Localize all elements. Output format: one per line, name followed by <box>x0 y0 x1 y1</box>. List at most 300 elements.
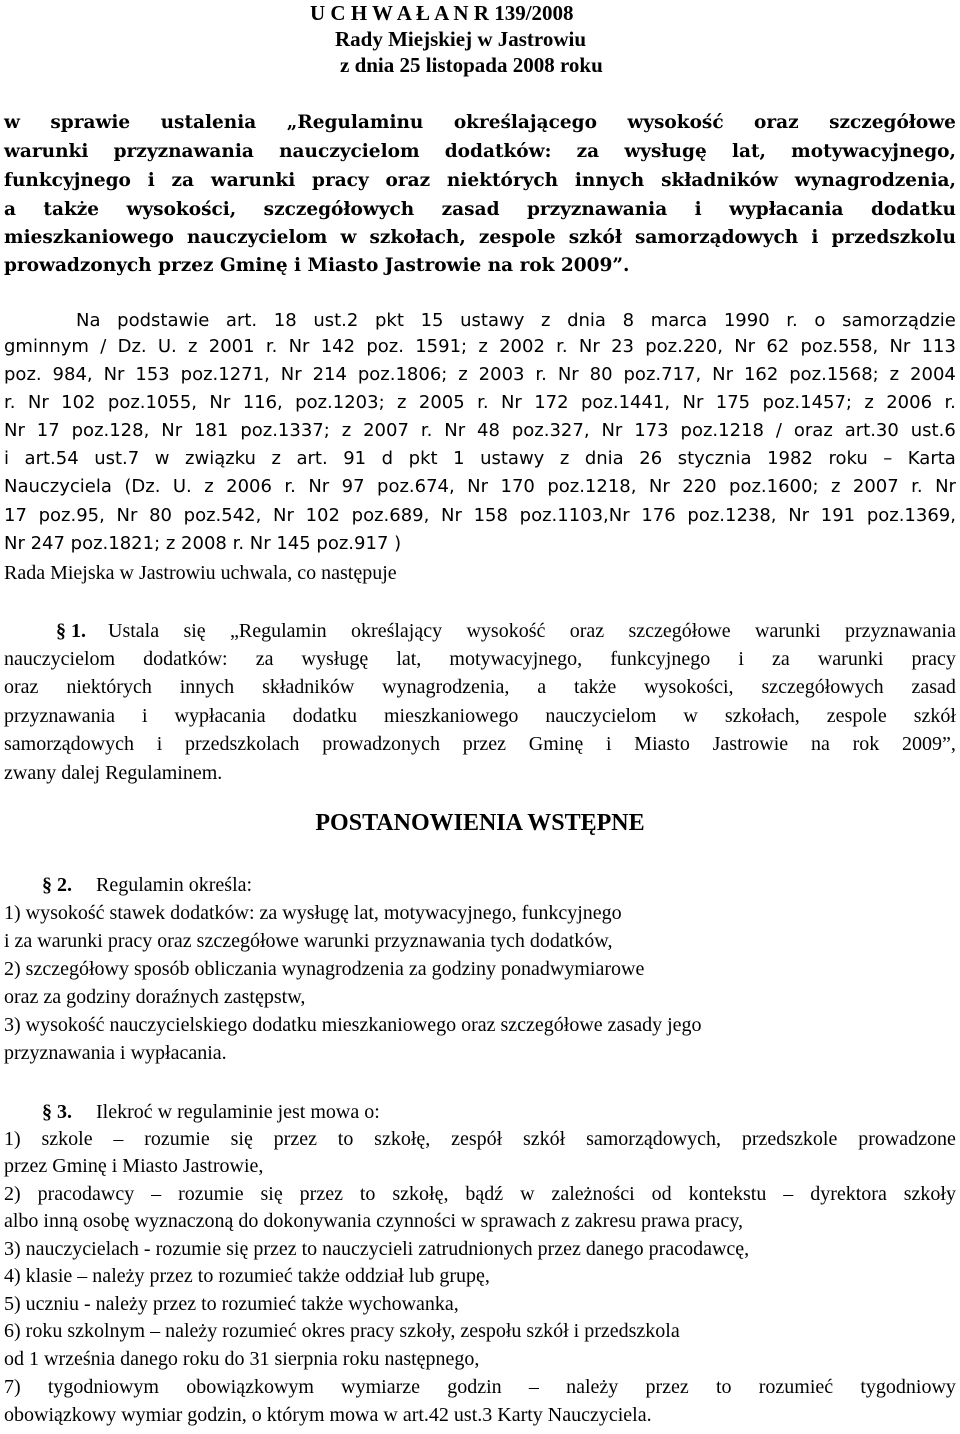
word: składników <box>262 676 355 698</box>
word: 80 <box>589 364 613 385</box>
word: 170 <box>500 476 535 497</box>
subject-line <box>4 139 956 165</box>
word: r. <box>911 476 923 497</box>
word: U. <box>157 336 177 357</box>
paragraph-3-line <box>4 1374 956 1400</box>
word: funkcyjnego <box>610 648 711 670</box>
word: pracy <box>312 170 369 191</box>
word: szczegółowe <box>829 112 956 133</box>
word: / <box>100 336 107 357</box>
word: wysokość <box>627 112 724 133</box>
word: poz.717, <box>623 364 702 385</box>
word: dnia <box>567 310 606 331</box>
word: szczegółowych <box>263 199 415 220</box>
word: pkt <box>375 310 404 331</box>
word: – <box>783 1183 794 1205</box>
word: innych <box>574 170 645 191</box>
subject-line <box>4 197 956 223</box>
word: lat, <box>731 141 766 162</box>
word: pracodawcy <box>37 1183 135 1205</box>
word: 1) <box>4 1128 21 1150</box>
word: rozumie <box>144 1128 210 1150</box>
word: art.30 <box>844 420 899 441</box>
word: Nr <box>103 364 125 385</box>
word: 18 <box>273 310 297 331</box>
word: poz.1457; <box>762 392 852 413</box>
word: i <box>4 448 10 469</box>
word: Nr <box>557 364 579 385</box>
word: poz.1337; <box>240 420 330 441</box>
paragraph-symbol: § 3. <box>42 1101 72 1123</box>
word: r. <box>420 420 433 441</box>
word: Nr <box>734 336 756 357</box>
word: za <box>171 170 195 191</box>
word: nauczycielom <box>279 141 420 162</box>
word: r. <box>944 392 956 413</box>
word: r. <box>265 336 278 357</box>
word: nauczycielom <box>545 705 657 727</box>
word: także <box>43 199 100 220</box>
paragraph-symbol: § 1. <box>56 620 86 642</box>
word: r. <box>786 310 798 331</box>
word: tygodniowym <box>47 1376 159 1398</box>
council-name: Rady Miejskiej w Jastrowiu <box>335 27 587 51</box>
word: określający <box>351 620 443 642</box>
word: za <box>255 648 274 670</box>
word: szkołę, <box>392 1183 449 1205</box>
basis-line <box>4 446 956 472</box>
word: Nr <box>712 364 733 385</box>
word: Gminę <box>528 733 584 755</box>
word: art. <box>296 448 328 469</box>
word: r. <box>477 392 489 413</box>
word: Jastrowie <box>712 733 789 755</box>
word: 17 <box>36 420 60 441</box>
word: poz.1238, <box>687 505 777 526</box>
word: i <box>147 170 155 191</box>
word: Nr <box>788 505 810 526</box>
word: oraz <box>385 170 431 191</box>
word: Na <box>76 310 101 331</box>
word: samorządzie <box>842 310 956 331</box>
section-title: POSTANOWIENIA WSTĘPNE <box>315 810 645 836</box>
word: poz.1369, <box>866 505 956 526</box>
word: Nr <box>601 420 623 441</box>
word: szkole <box>41 1128 93 1150</box>
word: – <box>528 1376 539 1398</box>
word: wysokość <box>466 620 546 642</box>
word: / <box>775 420 782 441</box>
word: to <box>337 1128 354 1150</box>
word: należy <box>566 1376 619 1398</box>
word: Nr <box>209 392 231 413</box>
word: – <box>151 1183 162 1205</box>
paragraph-1-line <box>108 618 956 644</box>
word: 2) <box>4 1183 21 1205</box>
word: Nr <box>578 336 600 357</box>
word: poz.128, <box>71 420 150 441</box>
word: i <box>694 199 702 220</box>
word: i <box>142 705 148 727</box>
word: z <box>889 364 900 385</box>
word: motywacyjnego, <box>449 648 583 670</box>
paragraph-3-line <box>4 1181 956 1207</box>
word: wynagrodzenia, <box>382 676 510 698</box>
word: przez <box>273 1128 317 1150</box>
word: 48 <box>477 420 500 441</box>
word: kontekstu <box>688 1183 767 1205</box>
subject-line <box>4 225 956 251</box>
word: poz.1441, <box>580 392 671 413</box>
word: 97 <box>341 476 365 497</box>
word: r. <box>4 392 16 413</box>
word: poz.1218 <box>680 420 764 441</box>
word: a <box>4 199 16 220</box>
word: warunki <box>817 648 884 670</box>
word: 102 <box>305 505 340 526</box>
word: dodatku <box>870 199 956 220</box>
paragraph-1-line <box>4 674 956 700</box>
word: w <box>520 1183 535 1205</box>
word: 153 <box>135 364 170 385</box>
word: poz.689, <box>351 505 430 526</box>
basis-line <box>76 308 956 334</box>
word: warunki <box>4 141 89 162</box>
word: dodatków: <box>444 141 552 162</box>
word: poz. <box>366 336 404 357</box>
word: szkołach, <box>369 227 466 248</box>
word: z <box>188 336 198 357</box>
word: przyznawania <box>113 141 254 162</box>
paragraph-symbol: § 2. <box>42 874 72 896</box>
word: ustawy <box>460 310 525 331</box>
word: samorządowych, <box>586 1128 722 1150</box>
word: prowadzonych <box>322 733 440 755</box>
paragraph-2-intro: Regulamin określa: <box>96 874 253 896</box>
word: warunki <box>755 620 821 642</box>
word: przedszkolach <box>185 733 300 755</box>
word: 2002 <box>499 336 545 357</box>
paragraph-2-line: 1) wysokość stawek dodatków: za wysługę lat, motywacyjnego, funkcyjnego <box>4 902 622 924</box>
word: ust.6 <box>910 420 956 441</box>
word: r. <box>535 364 547 385</box>
word: poz. <box>4 364 42 385</box>
word: dodatków: <box>143 648 228 670</box>
word: przyznawania <box>4 705 116 727</box>
word: i <box>605 733 612 755</box>
word: Dz. <box>117 336 147 357</box>
word: 7) <box>4 1376 21 1398</box>
word: 2009”, <box>902 733 956 755</box>
word: marca <box>650 310 708 331</box>
word: 175 <box>715 392 751 413</box>
word: Nr <box>889 336 911 357</box>
word: Nr <box>648 476 670 497</box>
word: z <box>204 476 214 497</box>
word: wymiarze <box>341 1376 421 1398</box>
word: Nr <box>682 392 704 413</box>
word: U. <box>172 476 192 497</box>
word: 2001 <box>208 336 255 357</box>
word: oraz <box>4 676 39 698</box>
word: sprawie <box>50 112 131 133</box>
word: poz.1218, <box>547 476 637 497</box>
word: szkołę, <box>374 1128 431 1150</box>
word: na <box>810 733 830 755</box>
paragraph-1-line <box>4 731 956 757</box>
basis-line <box>4 474 956 500</box>
paragraph-2-line: i za warunki pracy oraz szczegółowe warunki przyznawania tych dodatków, <box>4 930 613 952</box>
word: Nr <box>273 505 294 526</box>
word: się <box>183 620 206 642</box>
word: wysokości, <box>126 199 237 220</box>
word: Nr <box>308 476 330 497</box>
word: zespole <box>478 227 556 248</box>
word: 26 <box>639 448 663 469</box>
word: zespole <box>826 705 887 727</box>
word: bądź <box>465 1183 504 1205</box>
word: poz.1568; <box>789 364 879 385</box>
word: samorządowych <box>4 733 134 755</box>
word: szkołach, <box>724 705 800 727</box>
word: niektórych <box>446 170 559 191</box>
word: Nr <box>935 476 956 497</box>
word: Nr <box>161 420 183 441</box>
subject-line: prowadzonych przez Gminę i Miasto Jastrowie na rok 2009”. <box>4 255 630 276</box>
word: poz.674, <box>377 476 455 497</box>
word: w <box>683 705 698 727</box>
word: mieszkaniowego <box>384 705 519 727</box>
word: warunki <box>210 170 296 191</box>
word: za <box>771 648 790 670</box>
paragraph-3-line: 5) uczniu - należy przez to rozumieć także wychowanka, <box>4 1293 459 1315</box>
word: wynagrodzenia, <box>794 170 956 191</box>
word: poz.1055, <box>107 392 198 413</box>
word: szkół <box>568 227 622 248</box>
word: 91 <box>343 448 367 469</box>
word: poz.1203; <box>295 392 385 413</box>
word: to <box>359 1183 376 1205</box>
word: art. <box>225 310 258 331</box>
word: w <box>154 448 170 469</box>
word: poz.1103,Nr <box>519 505 630 526</box>
word: poz.1806; <box>357 364 448 385</box>
word: poz.95, <box>38 505 105 526</box>
word: dyrektora <box>810 1183 887 1205</box>
word: związku <box>185 448 256 469</box>
word: z <box>830 476 841 497</box>
word: zależności <box>551 1183 635 1205</box>
word: 2003 <box>478 364 525 385</box>
paragraph-2-line: przyznawania i wypłacania. <box>4 1042 227 1064</box>
word: Miasto <box>634 733 690 755</box>
word: 1 <box>453 448 465 469</box>
word: 214 <box>312 364 347 385</box>
word: z <box>541 310 551 331</box>
word: i <box>738 648 744 670</box>
word: przedszkolu <box>831 227 956 248</box>
word: pracy <box>911 648 956 670</box>
paragraph-3-line: przez Gminę i Miasto Jastrowie, <box>4 1155 264 1177</box>
basis-line <box>4 503 956 529</box>
word: przez <box>645 1376 689 1398</box>
word: z <box>458 364 468 385</box>
word: rok <box>852 733 880 755</box>
basis-line <box>4 390 956 416</box>
word: 80 <box>149 505 172 526</box>
word: z <box>559 448 570 469</box>
word: ust.7 <box>94 448 140 469</box>
word: prowadzone <box>858 1128 956 1150</box>
word: (Dz. <box>124 476 161 497</box>
word: 191 <box>820 505 856 526</box>
subject-line <box>4 168 956 194</box>
word: przez <box>299 1183 343 1205</box>
word: o <box>814 310 826 331</box>
word: innych <box>179 676 235 698</box>
word: „Regulaminu <box>286 112 424 133</box>
resolution-date: z dnia 25 listopada 2008 roku <box>340 53 603 77</box>
word: oraz <box>754 112 799 133</box>
subject-line <box>4 110 956 136</box>
word: Ustala <box>108 620 160 642</box>
word: z <box>341 420 352 441</box>
word: szczegółowych <box>761 676 884 698</box>
word: 1982 <box>767 448 813 469</box>
word: pkt <box>408 448 438 469</box>
paragraph-2-line: oraz za godziny doraźnych zastępstw, <box>4 986 306 1008</box>
word: nauczycielom <box>186 227 328 248</box>
paragraph-1-line <box>4 703 956 729</box>
word: 162 <box>743 364 779 385</box>
word: oraz <box>793 420 833 441</box>
word: d <box>381 448 394 469</box>
word: Nr <box>280 364 302 385</box>
resolution-title: U C H W A Ł A N R 139/2008 <box>310 1 574 25</box>
word: 176 <box>641 505 676 526</box>
word: określającego <box>453 112 597 133</box>
paragraph-3-line: albo inną osobę wyznaczoną do dokonywania czynności w sprawach z zakresu prawa pracy, <box>4 1210 743 1232</box>
word: 62 <box>766 336 790 357</box>
word: z <box>864 392 874 413</box>
word: ust.2 <box>313 310 359 331</box>
paragraph-1-line: zwany dalej Regulaminem. <box>4 762 223 784</box>
paragraph-2-line: 3) wysokość nauczycielskiego dodatku mieszkaniowego oraz szczegółowe zasady jego <box>4 1014 702 1036</box>
word: od <box>651 1183 672 1205</box>
word: Karta <box>907 448 956 469</box>
word: 173 <box>634 420 669 441</box>
word: przyznawania <box>844 620 956 642</box>
word: lat, <box>396 648 422 670</box>
word: szkół <box>913 705 956 727</box>
word: Nr <box>500 392 522 413</box>
paragraph-3-line <box>4 1126 956 1152</box>
word: 172 <box>534 392 569 413</box>
word: 15 <box>420 310 444 331</box>
word: i <box>811 227 819 248</box>
word: poz.1600; <box>729 476 819 497</box>
word: r. <box>284 476 296 497</box>
word: 2007 <box>852 476 899 497</box>
paragraph-3-intro: Ilekroć w regulaminie jest mowa o: <box>96 1101 380 1123</box>
word: gminnym <box>4 336 89 357</box>
word: zespół <box>451 1128 503 1150</box>
word: 220 <box>682 476 717 497</box>
word: 142 <box>320 336 356 357</box>
word: poz.542, <box>183 505 262 526</box>
word: dnia <box>584 448 624 469</box>
word: roku <box>828 448 868 469</box>
word: wysługę <box>301 648 369 670</box>
word: Nr <box>27 392 49 413</box>
paragraph-3-line: od 1 września danego roku do 31 sierpnia roku następnego, <box>4 1348 480 1370</box>
word: 1591; <box>415 336 468 357</box>
word: szkoły <box>903 1183 956 1205</box>
word: i <box>156 733 163 755</box>
word: a <box>537 676 547 698</box>
paragraph-1-line <box>4 646 956 672</box>
word: r. <box>556 336 568 357</box>
word: art.54 <box>24 448 79 469</box>
word: poz.220, <box>645 336 723 357</box>
word: Nr <box>288 336 310 357</box>
word: zasad <box>911 676 956 698</box>
word: 23 <box>611 336 634 357</box>
word: – <box>113 1128 124 1150</box>
word: nauczycielom <box>4 648 116 670</box>
basis-line <box>4 334 956 360</box>
word: wypłacania <box>174 705 266 727</box>
word: także <box>574 676 617 698</box>
basis-line <box>4 362 956 388</box>
word: w <box>4 112 20 133</box>
word: oraz <box>569 620 605 642</box>
word: się <box>230 1128 253 1150</box>
paragraph-3-line: 4) klasie – należy przez to rozumieć także oddział lub grupę, <box>4 1265 490 1287</box>
word: Nr <box>4 420 25 441</box>
word: funkcyjnego <box>4 170 131 191</box>
word: z <box>397 392 407 413</box>
basis-line <box>4 418 956 444</box>
word: wysokości, <box>644 676 734 698</box>
word: wypłacania <box>729 199 844 220</box>
word: niektórych <box>66 676 152 698</box>
word: z <box>478 336 488 357</box>
word: to <box>715 1376 732 1398</box>
word: rozumie <box>178 1183 244 1205</box>
word: ustawy <box>480 448 545 469</box>
word: motywacyjnego, <box>791 141 956 162</box>
word: 2006 <box>226 476 272 497</box>
word: mieszkaniowego <box>4 227 174 248</box>
word: Nr <box>441 505 462 526</box>
word: 102 <box>61 392 96 413</box>
paragraph-3-line: 3) nauczycielach - rozumie się przez to nauczycieli zatrudnionych przez danego pracodawcę, <box>4 1238 750 1260</box>
word: 116, <box>242 392 283 413</box>
word: tygodniowy <box>860 1376 956 1398</box>
word: 17 <box>4 505 27 526</box>
word: poz.558, <box>800 336 879 357</box>
word: składników <box>661 170 778 191</box>
word: godzin <box>447 1376 502 1398</box>
word: 2005 <box>418 392 465 413</box>
word: „Regulamin <box>230 620 327 642</box>
word: 181 <box>194 420 229 441</box>
paragraph-3-line: 6) roku szkolnym – należy rozumieć okres pracy szkoły, zespołu szkół i przedszkola <box>4 1320 680 1342</box>
word: 2007 <box>363 420 409 441</box>
word: 984, <box>52 364 93 385</box>
word: poz.327, <box>511 420 590 441</box>
